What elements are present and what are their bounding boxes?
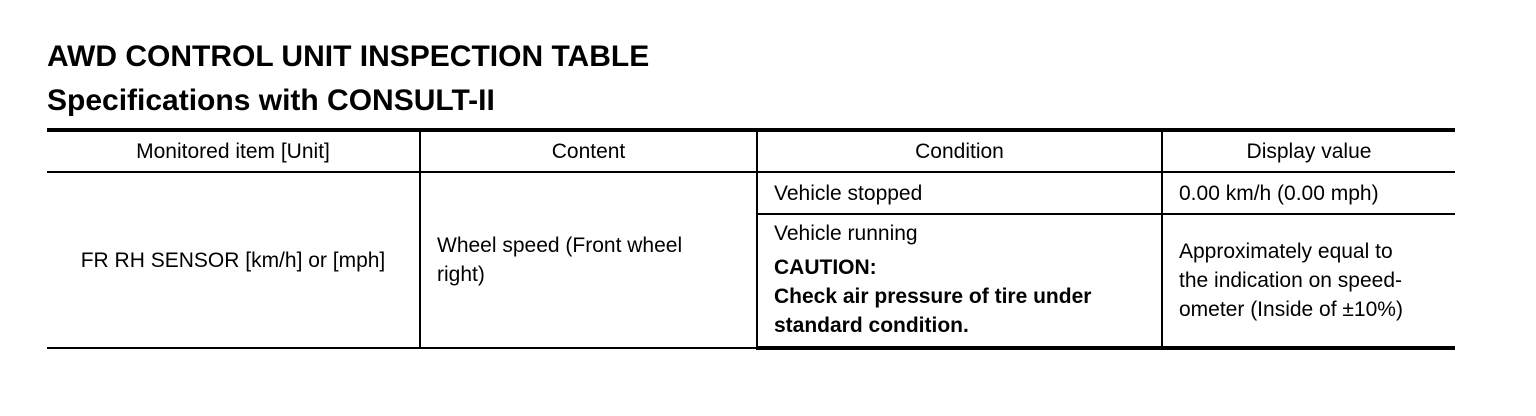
monitored-item-cell [47,172,420,348]
display-value-cell-running [1162,214,1455,348]
caution-text-line2: standard condition. [774,314,969,337]
condition-stopped-text: Vehicle stopped [774,181,923,205]
header-condition: Condition [757,130,1162,172]
display-value-running-line1: Approximately equal to [1179,240,1393,263]
header-monitored-item: Monitored item [Unit] [47,130,420,172]
inspection-table [47,128,1455,350]
condition-cell-stopped [757,172,1162,214]
caution-label: CAUTION: [774,256,877,279]
condition-cell-running [757,214,1162,348]
content-text-line1: Wheel speed (Front wheel [437,234,683,257]
page-title: AWD CONTROL UNIT INSPECTION TABLE [47,40,650,73]
display-value-stopped-text: 0.00 km/h (0.00 mph) [1179,181,1379,205]
header-display-value: Display value [1162,130,1455,172]
table-header-row [47,130,1455,172]
content-cell [420,172,757,348]
caution-text-line1: Check air pressure of tire under [774,285,1092,308]
condition-running-text: Vehicle running [774,222,918,245]
monitored-item-text: FR RH SENSOR [km/h] or [mph] [80,248,386,272]
page-subtitle: Specifications with CONSULT-II [47,84,495,117]
display-value-cell-stopped [1162,172,1455,214]
display-value-running-line3: ometer (Inside of ±10%) [1179,298,1403,321]
content-text-line2: right) [437,263,485,286]
table-row [47,172,1455,214]
header-content: Content [420,130,757,172]
display-value-running-line2: the indication on speed- [1179,269,1402,292]
